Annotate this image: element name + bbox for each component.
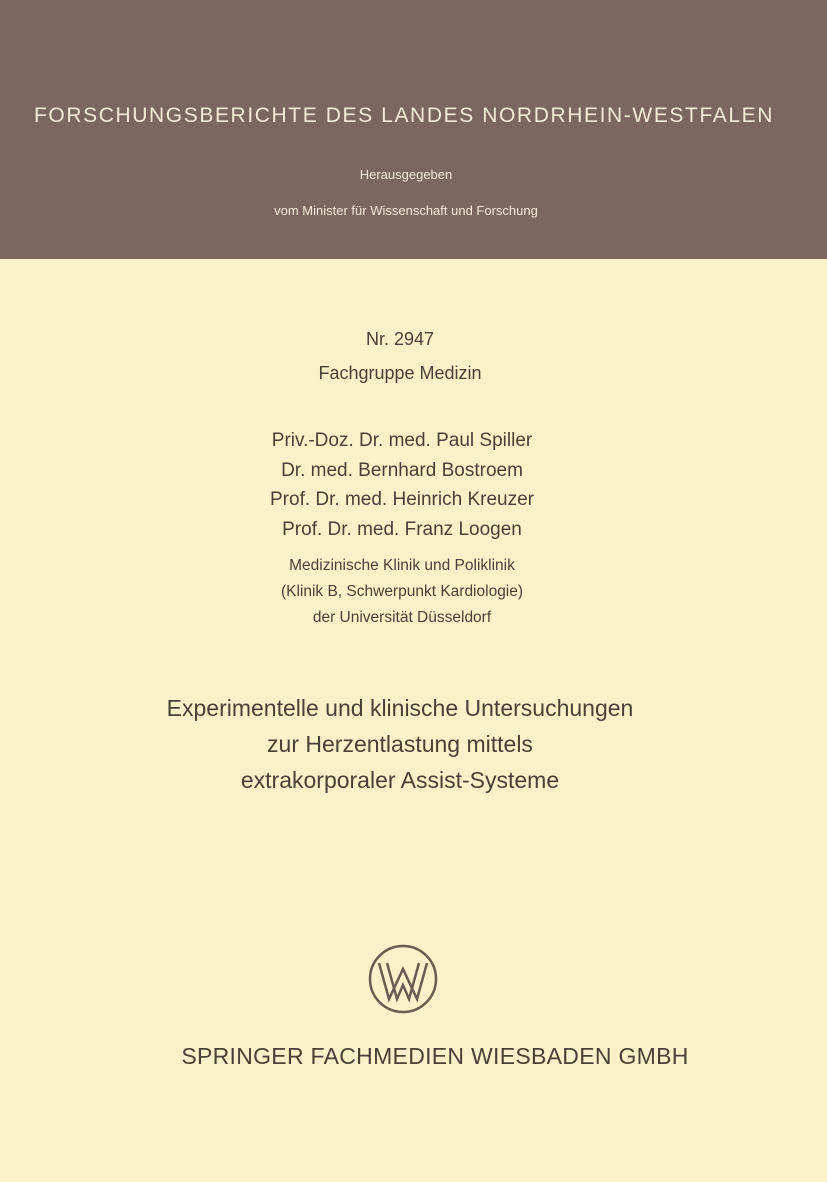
editor-line-2: vom Minister für Wissenschaft und Forschung (274, 203, 538, 218)
book-title (0, 690, 800, 798)
institution-line: Medizinische Klinik und Poliklinik (289, 557, 515, 574)
author: Dr. med. Bernhard Bostroem (281, 459, 523, 481)
institution-line: der Universität Düsseldorf (312, 609, 492, 626)
title-line: extrakorporaler Assist-Systeme (240, 767, 560, 793)
series-header (0, 0, 827, 259)
title-line: Experimentelle und klinische Untersuchungen (166, 695, 634, 721)
title-line: zur Herzentlastung mittels (267, 731, 533, 757)
editor-line-1: Herausgegeben (359, 167, 453, 182)
author: Prof. Dr. med. Franz Loogen (282, 518, 522, 540)
author: Prof. Dr. med. Heinrich Kreuzer (270, 489, 534, 510)
author: Priv.-Doz. Dr. med. Paul Spiller (271, 430, 533, 451)
publisher-name: SPRINGER FACHMEDIEN WIESBADEN GMBH (181, 1043, 689, 1069)
institution-line: (Klinik B, Schwerpunkt Kardiologie) (280, 583, 524, 600)
author-list (0, 426, 804, 544)
publisher-vw-logo-icon (367, 943, 439, 1015)
series-title: FORSCHUNGSBERICHTE DES LANDES NORDRHEIN-WESTFALEN (34, 104, 774, 127)
institution-block (0, 553, 804, 631)
report-number: Nr. 2947 (365, 329, 435, 349)
subject-group: Fachgruppe Medizin (318, 363, 482, 383)
